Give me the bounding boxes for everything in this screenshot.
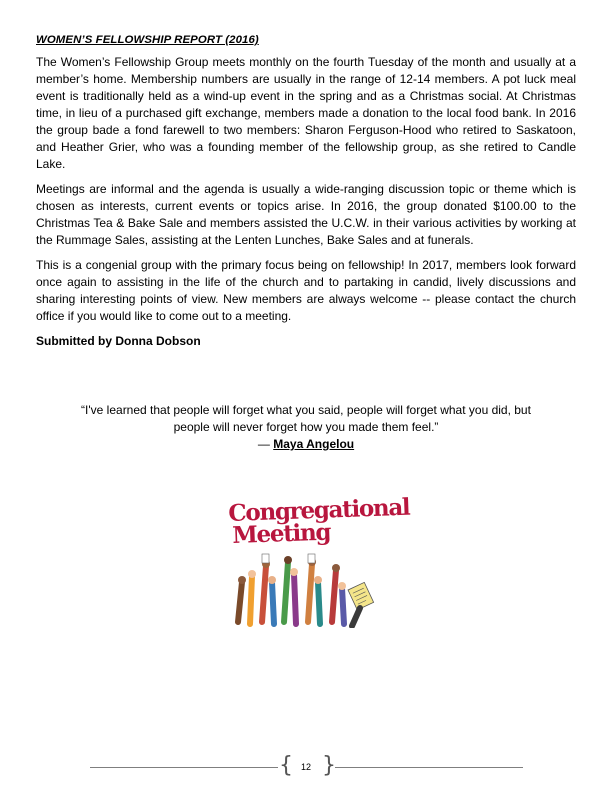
footer-rule-right — [335, 767, 523, 768]
quote-author-link[interactable]: Maya Angelou — [273, 437, 355, 451]
report-paragraph-2: Meetings are informal and the agenda is usually a wide-ranging discussion topic or theme which is chosen as interests, current events or topics arise. In 2016, the group donated $100.00 to the Christmas Tea & Bake Sale and members assisted the U.C.W. in their various activities by working at the Rummage Sales, assisting at the Lenten Lunches, Bake Sales and at funerals. — [36, 182, 576, 247]
raised-hands-icon — [228, 552, 378, 628]
page-footer — [0, 753, 612, 780]
congregational-meeting-clipart — [227, 493, 410, 630]
report-title: WOMEN’S FELLOWSHIP REPORT (2016) — [36, 34, 259, 46]
clipart-title-line1: Congregational — [227, 493, 410, 527]
report-paragraph-3: This is a congenial group with the primary focus being on fellowship! In 2017, members look forward once again to assisting in the life of the church and to partaking in candid, lively discussions and sharing interesting points of view. New members are always welcome -- please contact the church office if you would like to come out to a meeting. — [36, 258, 576, 323]
quote-text: “I've learned that people will forget what you said, people will forget what you did, but people will never forget how you made them feel.” — [81, 403, 531, 434]
report-section — [36, 34, 576, 350]
page-number: 12 — [300, 762, 311, 772]
quote-block — [36, 402, 576, 453]
quote-attribution — [36, 436, 576, 453]
footer-bracket-right: } — [322, 753, 336, 778]
quote-dash: — — [257, 437, 274, 451]
clipart-title-line2: Meeting — [231, 518, 331, 549]
footer-bracket-left: { — [279, 753, 293, 778]
submitted-by: Submitted by Donna Dobson — [36, 334, 201, 348]
footer-rule-left — [90, 767, 278, 768]
report-paragraph-1: The Women’s Fellowship Group meets monthly on the fourth Tuesday of the month and usually at a member’s home. Membership numbers are usually in the range of 12-14 members. A pot luck meal event is traditionally held as a wind-up event in the spring and as a Christmas social. At Christmas time, in lieu of a purchased gift exchange, members made a donation to the local food bank. In 2016 the group bade a fond farewell to two members: Sharon Ferguson-Hood who retired to Saskatoon, and Heather Grier, who was a founding member of the fellowship group, as she retired to Candle Lake. — [36, 55, 576, 171]
